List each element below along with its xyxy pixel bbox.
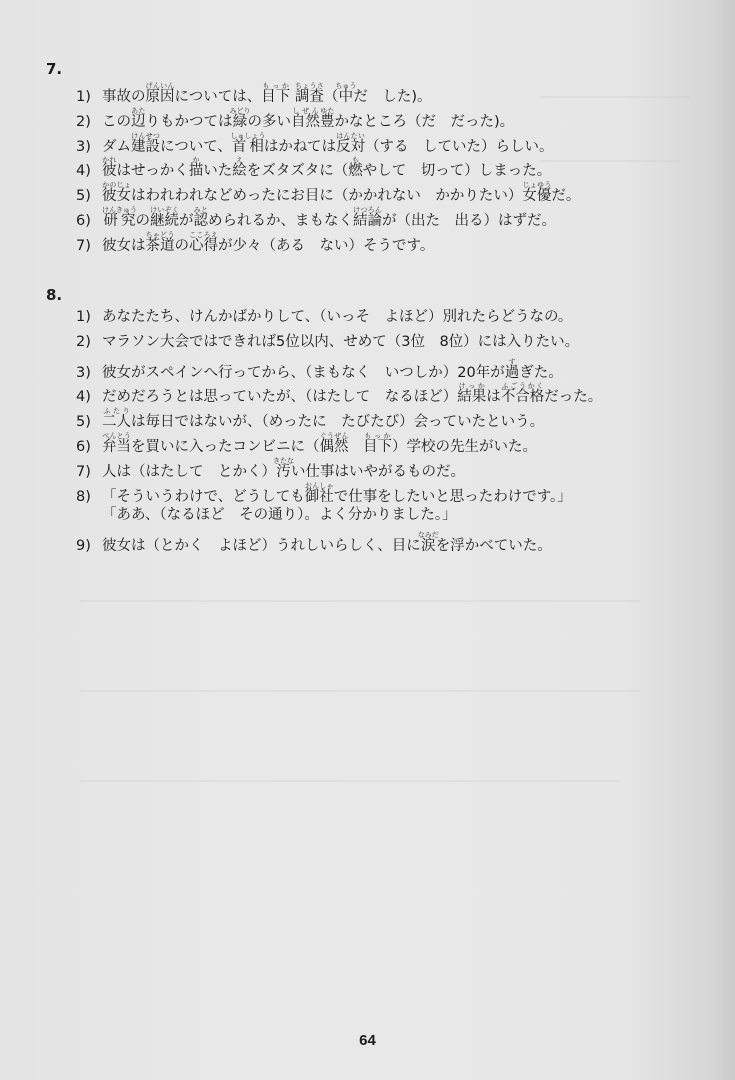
bleed-through-line	[540, 160, 680, 162]
exercise-item	[76, 156, 551, 180]
item-text: 彼女がスペインへ行ってから、（まもなく いつしか）20年が過すぎた。	[102, 357, 563, 381]
furigana-reading: ちょうさ	[294, 82, 324, 90]
furigana-word: 調査ちょうさ	[294, 82, 324, 105]
furigana-word: 結論けつろん	[353, 206, 382, 229]
item-number: 5)	[76, 188, 91, 205]
bleed-through-line	[80, 690, 640, 692]
item-number: 7)	[76, 237, 91, 254]
furigana-word: 御社おんしゃ	[304, 481, 334, 505]
furigana-reading: きたな	[273, 456, 294, 465]
furigana-word: 豊ゆた	[320, 106, 335, 130]
furigana-word: 辺あた	[131, 106, 146, 130]
item-text: 「そういうわけで、どうしても御社おんしゃで仕事をしたいと思ったわけです。」	[102, 481, 572, 505]
item-text: 弁当べんとうを買いに入ったコンビニに（偶然ぐうぜん 目下もっか）学校の先生がいた。	[102, 432, 537, 455]
item-text: この辺あたりもかつては緑みどりの多い自然しぜん豊ゆたかなところ（だ だった)。	[102, 106, 515, 130]
item-text: 人は（はたして とかく）汚きたない仕事はいやがるものだ。	[102, 456, 465, 480]
furigana-reading: あた	[131, 106, 146, 115]
furigana-word: 女優じょゆう	[522, 181, 552, 205]
furigana-word: 原因げんいん	[145, 82, 175, 105]
exercise-item	[76, 308, 572, 326]
exercise-item	[76, 181, 580, 205]
item-number: 9)	[76, 538, 91, 555]
furigana-word: 茶道ちゃどう	[145, 230, 175, 254]
furigana-word: 絵え	[232, 156, 247, 180]
furigana-reading: ぐうぜん	[319, 432, 349, 440]
furigana-word: 心得こころえ	[189, 230, 218, 254]
exercise-item	[76, 358, 563, 382]
bleed-through-line	[80, 780, 620, 782]
item-text: だめだろうとは思っていたが、（はたして なるほど）結果けっかは不合格ふごうかくだった。	[102, 382, 603, 406]
furigana-reading: げんいん	[145, 82, 175, 90]
exercise-item	[76, 382, 602, 406]
furigana-word: 研究けんきゅう	[102, 206, 137, 229]
furigana-reading: ゆた	[320, 106, 335, 115]
furigana-word: 認みと	[193, 206, 208, 229]
furigana-reading: もっか	[261, 82, 291, 90]
bleed-through-line	[80, 600, 640, 602]
furigana-reading: も	[348, 156, 363, 165]
item-text: 彼かれはせっかく描かいた絵えをズタズタに（燃もやして 切って）しまった。	[102, 156, 552, 180]
page-number: 64	[359, 1032, 376, 1049]
furigana-word: 彼かれ	[102, 156, 117, 180]
item-text: 彼女は（とかく よほど）うれしいらしく、目に涙なみだを浮かべていた。	[102, 531, 552, 555]
item-number: 4)	[76, 389, 91, 406]
furigana-reading: しぜん	[291, 106, 320, 115]
furigana-reading: けつろん	[353, 206, 382, 214]
exercise-item	[76, 482, 572, 506]
furigana-word: 二人ふたり	[102, 407, 131, 431]
furigana-reading: けっか	[457, 382, 487, 391]
furigana-word: 汚きたな	[273, 456, 294, 480]
furigana-word: 不合格ふごうかく	[500, 382, 545, 406]
furigana-reading: なみだ	[417, 531, 439, 540]
item-text: 彼女は茶道ちゃどうの心得こころえが少々（ある ない）そうです。	[102, 230, 435, 254]
furigana-reading: おんしゃ	[304, 481, 334, 490]
item-number: 6)	[76, 213, 91, 229]
furigana-reading: べんとう	[102, 432, 131, 440]
furigana-reading: じょゆう	[522, 181, 552, 190]
furigana-reading: こころえ	[189, 230, 218, 239]
item-text: マラソン大会ではできれば5位以内、せめて（3位 8位）には入りたい。	[102, 333, 580, 350]
exercise-item	[76, 82, 432, 106]
item-text: 彼女かのじょはわれわれなどめったにお目に（かかれない かかりたい）女優じょゆうだ。	[102, 181, 581, 205]
furigana-word: 自然しぜん	[291, 106, 320, 130]
furigana-word: 継続けいぞく	[150, 206, 179, 229]
furigana-word: 描か	[188, 156, 204, 180]
furigana-reading: しゅしょう	[230, 131, 266, 140]
furigana-word: 反対はんたい	[336, 131, 366, 155]
exercise-item	[76, 206, 556, 230]
item-number: 2)	[76, 333, 91, 350]
furigana-word: 首相しゅしょう	[230, 131, 266, 155]
furigana-reading: す	[504, 357, 520, 366]
item-text: あなたたち、けんかばかりして、（いっそ よほど）別れたらどうなの。	[102, 309, 573, 325]
furigana-word: 過す	[504, 357, 520, 381]
item-text: 二人ふたりは毎日ではないが、（めったに たびたび）会っていたという。	[102, 407, 545, 431]
furigana-reading: か	[188, 156, 204, 165]
exercise-item	[76, 407, 544, 431]
item-number: 6)	[76, 439, 91, 455]
item-number: 1)	[76, 89, 91, 105]
furigana-reading: ちゃどう	[145, 230, 175, 239]
section-number: 7.	[46, 60, 63, 78]
furigana-word: 燃も	[348, 156, 363, 180]
furigana-word: 涙なみだ	[417, 531, 439, 555]
item-text: 研究けんきゅうの継続けいぞくが認みとめられるか、まもなく結論けつろんが（出た 出る）はずだ。	[102, 206, 556, 229]
furigana-reading: かれ	[102, 156, 117, 165]
furigana-reading: みと	[193, 206, 208, 214]
furigana-word: 彼女かのじょ	[102, 181, 131, 205]
furigana-reading: もっか	[363, 432, 392, 440]
furigana-reading: けいぞく	[150, 206, 179, 214]
exercise-item-continuation	[76, 506, 457, 524]
exercise-item	[76, 107, 514, 131]
item-number: 1)	[76, 309, 91, 325]
item-text: 「ああ、（なるほど その通り）。よく分かりました。」	[102, 507, 457, 524]
item-number: 7)	[76, 463, 91, 480]
furigana-word: 緑みどり	[229, 106, 251, 130]
exercise-item	[76, 132, 554, 156]
item-number: 3)	[76, 364, 91, 381]
furigana-reading: かのじょ	[102, 181, 131, 190]
section-number: 8.	[46, 286, 63, 304]
item-number: 8)	[76, 488, 91, 505]
exercise-item	[76, 432, 537, 456]
furigana-reading: ふごうかく	[500, 382, 545, 391]
furigana-reading: え	[232, 156, 247, 165]
furigana-word: 中ちゅう	[335, 82, 357, 105]
furigana-word: 弁当べんとう	[102, 432, 131, 455]
furigana-word: 偶然ぐうぜん	[319, 432, 349, 455]
furigana-reading: ふたり	[102, 407, 131, 416]
item-text: 事故の原因げんいんについては、目下もっか 調査ちょうさ（中ちゅうだ した)。	[102, 82, 432, 105]
exercise-item	[76, 333, 579, 351]
item-number: 5)	[76, 414, 91, 431]
bleed-through-line	[540, 96, 690, 98]
item-number: 4)	[76, 163, 91, 180]
furigana-word: 目下もっか	[363, 432, 392, 455]
furigana-word: 建設けんせつ	[131, 131, 160, 155]
furigana-reading: はんたい	[336, 131, 366, 140]
furigana-word: 結果けっか	[457, 382, 487, 406]
furigana-reading: ちゅう	[335, 82, 357, 90]
exercise-item	[76, 231, 434, 255]
item-number: 3)	[76, 138, 91, 155]
furigana-reading: けんせつ	[131, 131, 160, 140]
item-number: 2)	[76, 113, 91, 130]
furigana-reading: みどり	[229, 106, 251, 115]
item-text: ダム建設けんせつについて、首相しゅしょうはかねては反対はんたい（する していた）らしい。	[102, 131, 554, 155]
exercise-item	[76, 531, 552, 555]
furigana-reading: けんきゅう	[102, 206, 137, 214]
exercise-item	[76, 457, 465, 481]
furigana-word: 目下もっか	[261, 82, 291, 105]
